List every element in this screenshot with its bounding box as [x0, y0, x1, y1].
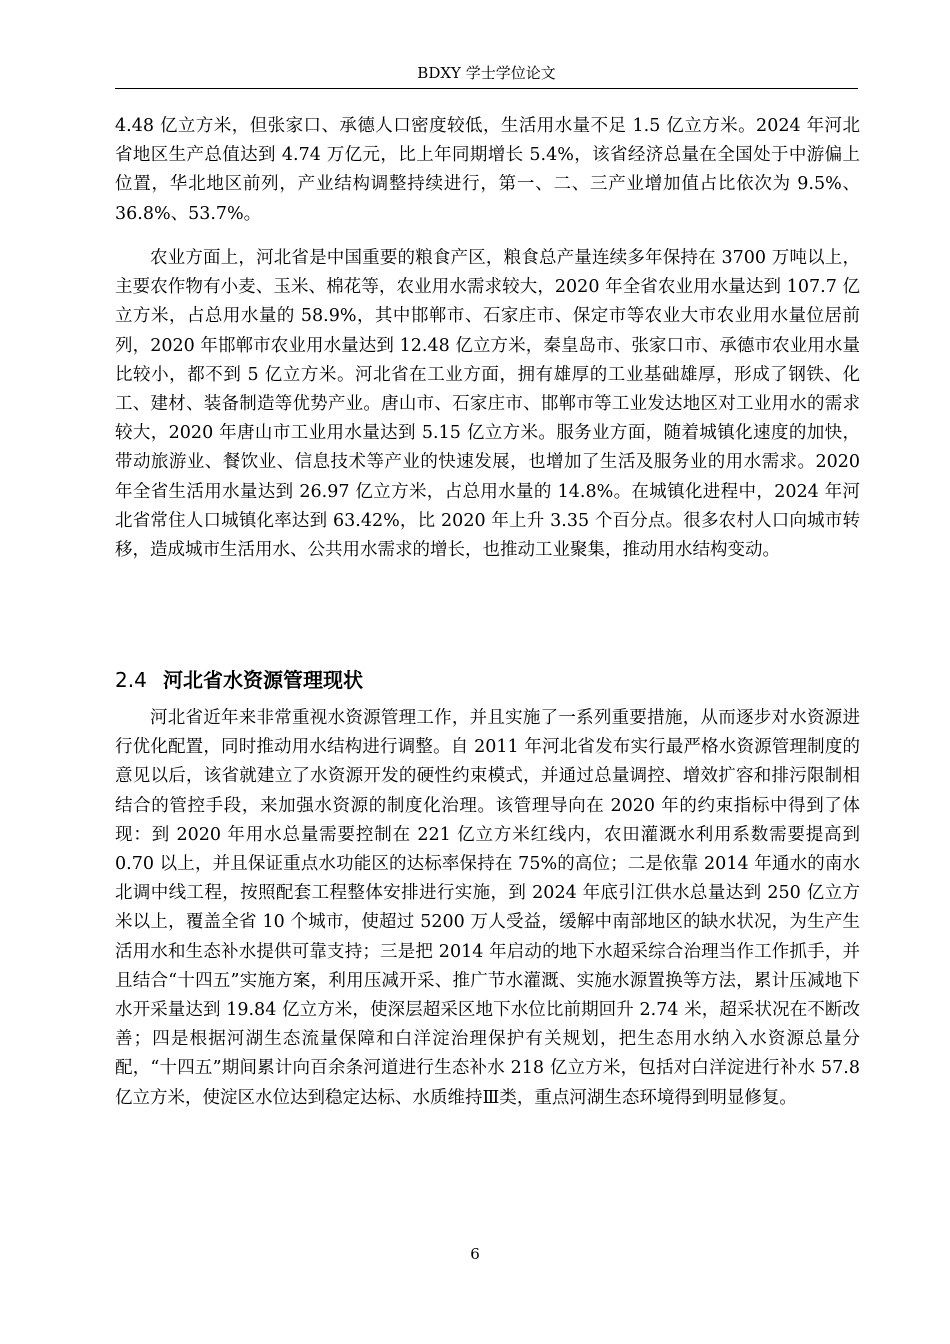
section-heading — [115, 665, 363, 695]
body-paragraph-1: 4.48 亿立方米，但张家口、承德人口密度较低，生活用水量不足 1.5 亿立方米。2024 年河北省地区生产总值达到 4.74 万亿元，比上年同期增长 5.4%，该省经济总量在全国处于中游偏上位置，华北地区前列，产业结构调整持续进行，第一、二、三产业增加值占比依次为 9.5%、36.8%、53.7%。 — [115, 116, 860, 224]
body-paragraph-3: 河北省近年来非常重视水资源管理工作，并且实施了一系列重要措施，从而逐步对水资源进行优化配置，同时推动用水结构进行调整。自 2011 年河北省发布实行最严格水资源管理制度的意见以后，该省就建立了水资源开发的硬性约束模式，并通过总量调控、增效扩容和排污限制相结合的管控手段，来加强水资源的制度化治理。该管理导向在 2020 年的约束指标中得到了体现：到 2020 年用水总量需要控制在 221 亿立方米红线内，农田灌溉水利用系数需要提高到 0.70 以上，并且保证重点水功能区的达标率保持在 75%的高位；二是依靠 2014 年通水的南水北调中线工程，按照配套工程整体安排进行实施，到 2024 年底引江供水总量达到 250 亿立方米以上，覆盖全省 10 个城市，使超过 5200 万人受益，缓解中南部地区的缺水状况，为生产生活用水和生态补水提供可靠支持；三是把 2014 年启动的地下水超采综合治理当作工作抓手，并且结合“十四五”实施方案，利用压减开采、推广节水灌溉、实施水源置换等方法，累计压减地下水开采量达到 19.84 亿立方米，使深层超采区地下水位比前期回升 2.74 米，超采状况在不断改善；四是根据河湖生态流量保障和白洋淀治理保护有关规划，把生态用水纳入水资源总量分配，“十四五”期间累计向百余条河道进行生态补水 218 亿立方米，包括对白洋淀进行补水 57.8 亿立方米，使淀区水位达到稳定达标、水质维持Ⅲ类，重点河湖生态环境得到明显修复。 — [115, 708, 860, 1108]
section-number: 2.4 — [115, 668, 147, 692]
section-title: 河北省水资源管理现状 — [163, 668, 363, 692]
body-paragraph-2: 农业方面上，河北省是中国重要的粮食产区，粮食总产量连续多年保持在 3700 万吨以上，主要农作物有小麦、玉米、棉花等，农业用水需求较大，2020 年全省农业用水量达到 107.7 亿立方米，占总用水量的 58.9%，其中邯郸市、石家庄市、保定市等农业大市农业用水量位居前列，2020 年邯郸市农业用水量达到 12.48 亿立方米，秦皇岛市、张家口市、承德市农业用水量比较小，都不到 5 亿立方米。河北省在工业方面，拥有雄厚的工业基础雄厚，形成了钢铁、化工、建材、装备制造等优势产业。唐山市、石家庄市、邯郸市等工业发达地区对工业用水的需求较大，2020 年唐山市工业用水量达到 5.15 亿立方米。服务业方面，随着城镇化速度的加快，带动旅游业、餐饮业、信息技术等产业的快速发展，也增加了生活及服务业的用水需求。2020 年全省生活用水量达到 26.97 亿立方米，占总用水量的 14.8%。在城镇化进程中，2024 年河北省常住人口城镇化率达到 63.42%，比 2020 年上升 3.35 个百分点。很多农村人口向城市转移，造成城市生活用水、公共用水需求的增长，也推动工业聚集，推动用水结构变动。 — [115, 248, 860, 561]
page-header — [115, 58, 858, 89]
header-title: BDXY 学士学位论文 — [417, 64, 556, 82]
page-number: 6 — [470, 1245, 480, 1263]
